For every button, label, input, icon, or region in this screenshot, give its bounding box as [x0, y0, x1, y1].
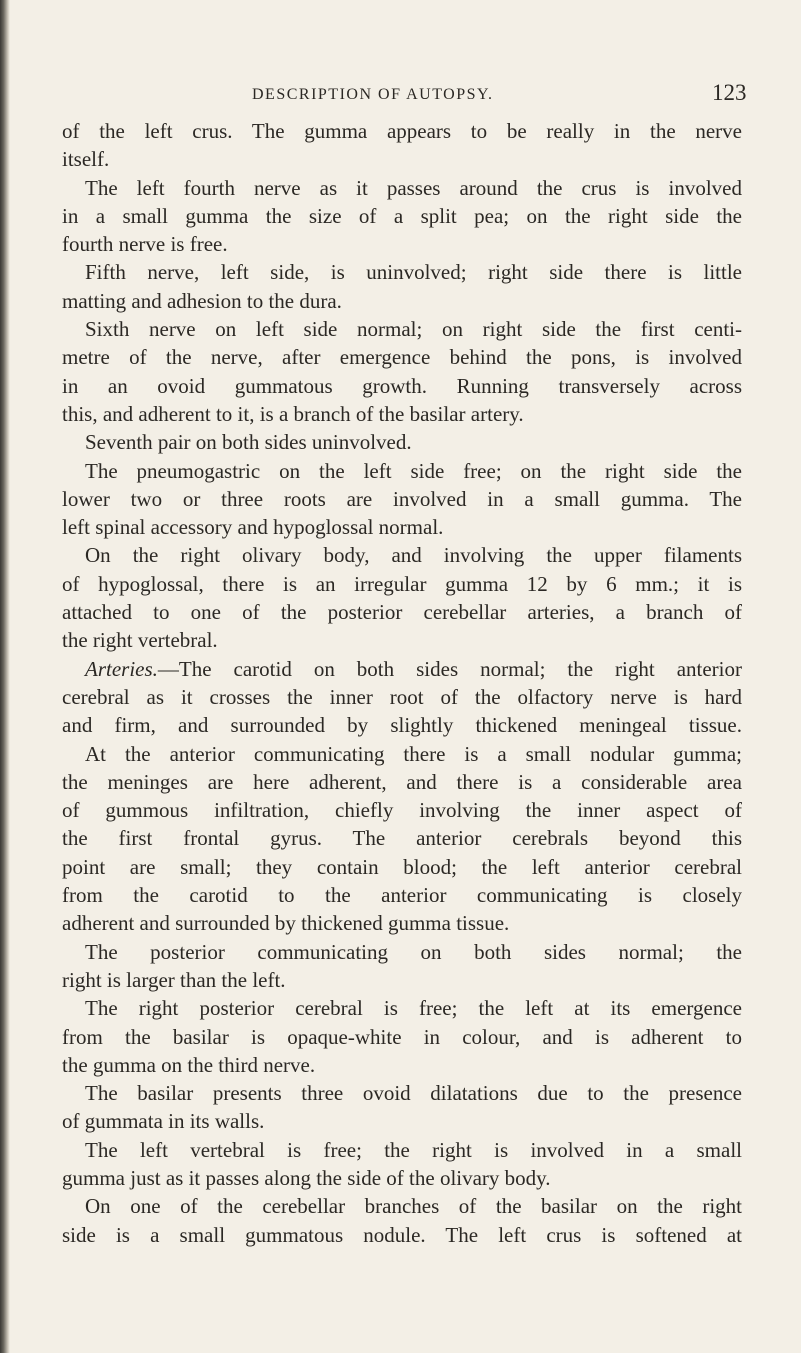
text-line: side is a small gummatous nodule. The left crus is softened at [62, 1222, 742, 1247]
section-heading: Arteries. [85, 656, 158, 681]
page-binding-edge [0, 0, 10, 1353]
text-line: matting and adhesion to the dura. [62, 288, 342, 313]
text-line: The basilar presents three ovoid dilatations due to the presence [85, 1081, 742, 1106]
text-line: from the basilar is opaque-white in colour, and is adherent to [62, 1024, 742, 1049]
text-line: Seventh pair on both sides uninvolved. [85, 430, 412, 455]
text-line: attached to one of the posterior cerebellar arteries, a branch of [62, 600, 742, 625]
text-line: right is larger than the left. [62, 967, 286, 992]
text-line: of gummata in its walls. [62, 1109, 265, 1134]
text-line: The posterior communicating on both sides normal; the [85, 939, 742, 964]
text-line: The pneumogastric on the left side free; on the right side the [85, 458, 742, 483]
text-line: fourth nerve is free. [62, 232, 228, 257]
text-line: Sixth nerve on left side normal; on right side the first centi- [85, 317, 742, 342]
text-line: from the carotid to the anterior communicating is closely [62, 883, 742, 908]
text-line: itself. [62, 147, 110, 172]
text-line: and firm, and surrounded by slightly thickened meningeal tissue. [62, 713, 742, 738]
text-line: cerebral as it crosses the inner root of the olfactory nerve is hard [62, 684, 742, 709]
text-line: the right vertebral. [62, 628, 218, 653]
text-line: point are small; they contain blood; the left anterior cerebral [62, 854, 742, 879]
text-line: adherent and surrounded by thickened gumma tissue. [62, 911, 510, 936]
text-line: of hypoglossal, there is an irregular gumma 12 by 6 mm.; it is [62, 571, 742, 596]
text-line: the meninges are here adherent, and there is a considerable area [62, 769, 742, 794]
text-line: Fifth nerve, left side, is uninvolved; right side there is little [85, 260, 742, 285]
text-line: of gummous infiltration, chiefly involving the inner aspect of [62, 798, 742, 823]
text-line: gumma just as it passes along the side of the olivary body. [62, 1165, 551, 1190]
text-line: left spinal accessory and hypoglossal normal. [62, 515, 444, 540]
body-text [62, 117, 742, 1249]
page-header [0, 80, 801, 110]
text-line: metre of the nerve, after emergence behind the pons, is involved [62, 345, 742, 370]
text-line: in a small gumma the size of a split pea; on the right side the [62, 203, 742, 228]
text-line: At the anterior communicating there is a small nodular gumma; [85, 741, 742, 766]
text-line: On one of the cerebellar branches of the basilar on the right [85, 1194, 742, 1219]
text-line: lower two or three roots are involved in a small gumma. The [62, 486, 742, 511]
text-line: the first frontal gyrus. The anterior cerebrals beyond this [62, 826, 742, 851]
text-line: the gumma on the third nerve. [62, 1052, 316, 1077]
text-line: Arteries.—The carotid on both sides normal; the right anterior [85, 656, 742, 681]
text-line: The left fourth nerve as it passes around the crus is involved [85, 175, 742, 200]
page-number: 123 [712, 80, 747, 105]
text-line: of the left crus. The gumma appears to be really in the nerve [62, 119, 742, 143]
text-line: On the right olivary body, and involving the upper filaments [85, 543, 742, 568]
text-line: The right posterior cerebral is free; the left at its emergence [85, 996, 742, 1021]
text-line: The left vertebral is free; the right is involved in a small [85, 1137, 742, 1162]
text-line: in an ovoid gummatous growth. Running transversely across [62, 373, 742, 398]
running-head: DESCRIPTION OF AUTOPSY. [252, 86, 494, 103]
text-line: this, and adherent to it, is a branch of the basilar artery. [62, 401, 524, 426]
